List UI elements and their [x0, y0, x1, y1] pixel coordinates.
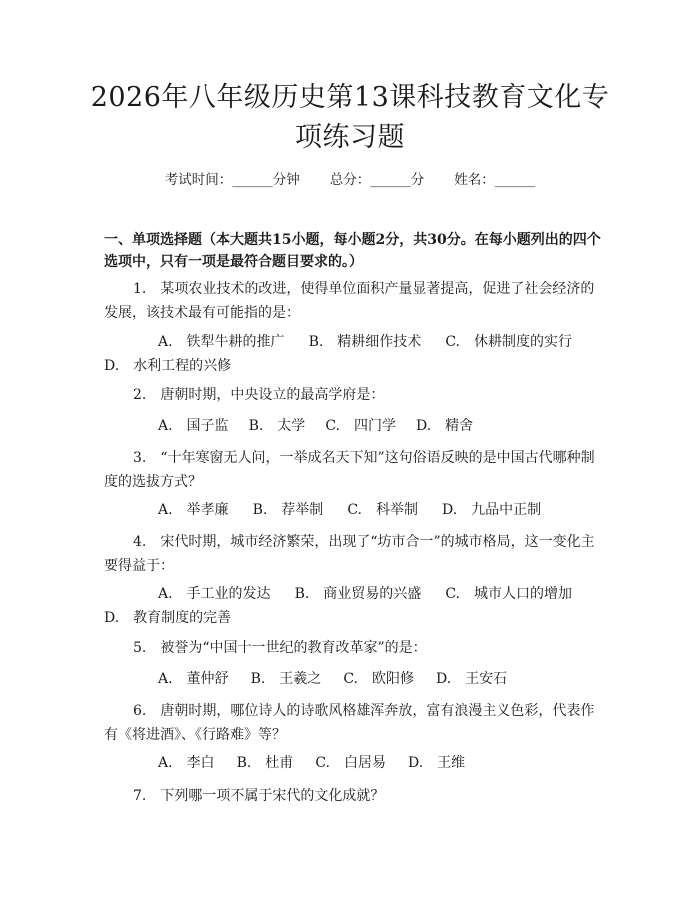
- question-3-options: [104, 498, 604, 522]
- section-heading: 一、单项选择题（本大题共15小题，每小题2分，共30分。在每小题列出的四个选项中，只有一项是最符合题目要求的。）: [104, 232, 601, 270]
- question-3: 3. “十年寒窗无人问，一举成名天下知”这句俗语反映的是中国古代哪种制度的选拔方式？: [104, 450, 595, 490]
- option-a: A. 手工业的发达: [158, 586, 271, 602]
- option-c: C. 科举制: [347, 502, 418, 518]
- question-1-options: [104, 330, 604, 354]
- option-a: A. 铁犁牛耕的推广: [158, 334, 285, 350]
- option-a: A. 举孝廉: [158, 502, 229, 518]
- option-c: C. 四门学: [325, 418, 396, 434]
- document-title: [60, 78, 640, 158]
- option-a: A. 国子监: [158, 418, 229, 434]
- question-7: 7. 下列哪一项不属于宋代的文化成就？: [133, 788, 385, 804]
- question-5: 5. 被誉为“中国十一世纪的教育改革家”的是：: [133, 640, 427, 656]
- option-c: C. 城市人口的增加: [445, 586, 572, 602]
- question-1: 1. 某项农业技术的改进，使得单位面积产量显著提高，促进了社会经济的发展，该技术最有可能指的是：: [104, 281, 595, 321]
- option-a: A. 李白: [158, 755, 215, 771]
- option-d: D. 王维: [407, 755, 466, 771]
- option-d: D. 教育制度的完善: [104, 610, 232, 626]
- option-d: D. 王安石: [435, 671, 508, 687]
- option-b: B. 荐举制: [252, 502, 324, 518]
- exam-info: [0, 168, 700, 188]
- option-c: C. 白居易: [315, 755, 386, 771]
- student-name: 姓名：______: [454, 172, 536, 188]
- option-c: C. 休耕制度的实行: [445, 334, 572, 350]
- question-1-options-wrap: [104, 354, 604, 378]
- question-4-options-wrap: [104, 606, 604, 630]
- question-4-options: [104, 582, 604, 606]
- option-d: D. 精舍: [415, 418, 474, 434]
- option-b: B. 精耕细作技术: [308, 334, 422, 350]
- title-line-2: 项练习题: [295, 122, 405, 153]
- question-2: 2. 唐朝时期，中央设立的最高学府是：: [133, 387, 385, 403]
- question-6-options: [104, 751, 604, 775]
- option-c: C. 欧阳修: [343, 671, 414, 687]
- option-b: B. 商业贸易的兴盛: [294, 586, 422, 602]
- option-a: A. 董仲舒: [158, 671, 229, 687]
- question-5-options: [104, 667, 604, 691]
- question-2-options: [104, 414, 604, 438]
- option-d: D. 九品中正制: [441, 502, 542, 518]
- option-b: B. 杜甫: [236, 755, 294, 771]
- option-d: D. 水利工程的兴修: [104, 358, 232, 374]
- question-6: 6. 唐朝时期，哪位诗人的诗歌风格雄浑奔放，富有浪漫主义色彩，代表作有《将进酒》、《行路难》等？: [104, 703, 595, 743]
- option-b: B. 王羲之: [250, 671, 322, 687]
- option-b: B. 太学: [248, 418, 306, 434]
- question-4: 4. 宋代时期，城市经济繁荣，出现了“坊市合一”的城市格局，这一变化主要得益于：: [104, 534, 595, 574]
- exam-time: 考试时间：______分钟: [164, 172, 300, 188]
- title-line-1: 2026年八年级历史第13课科技教育文化专: [90, 82, 610, 113]
- exam-score: 总分：______分: [329, 172, 425, 188]
